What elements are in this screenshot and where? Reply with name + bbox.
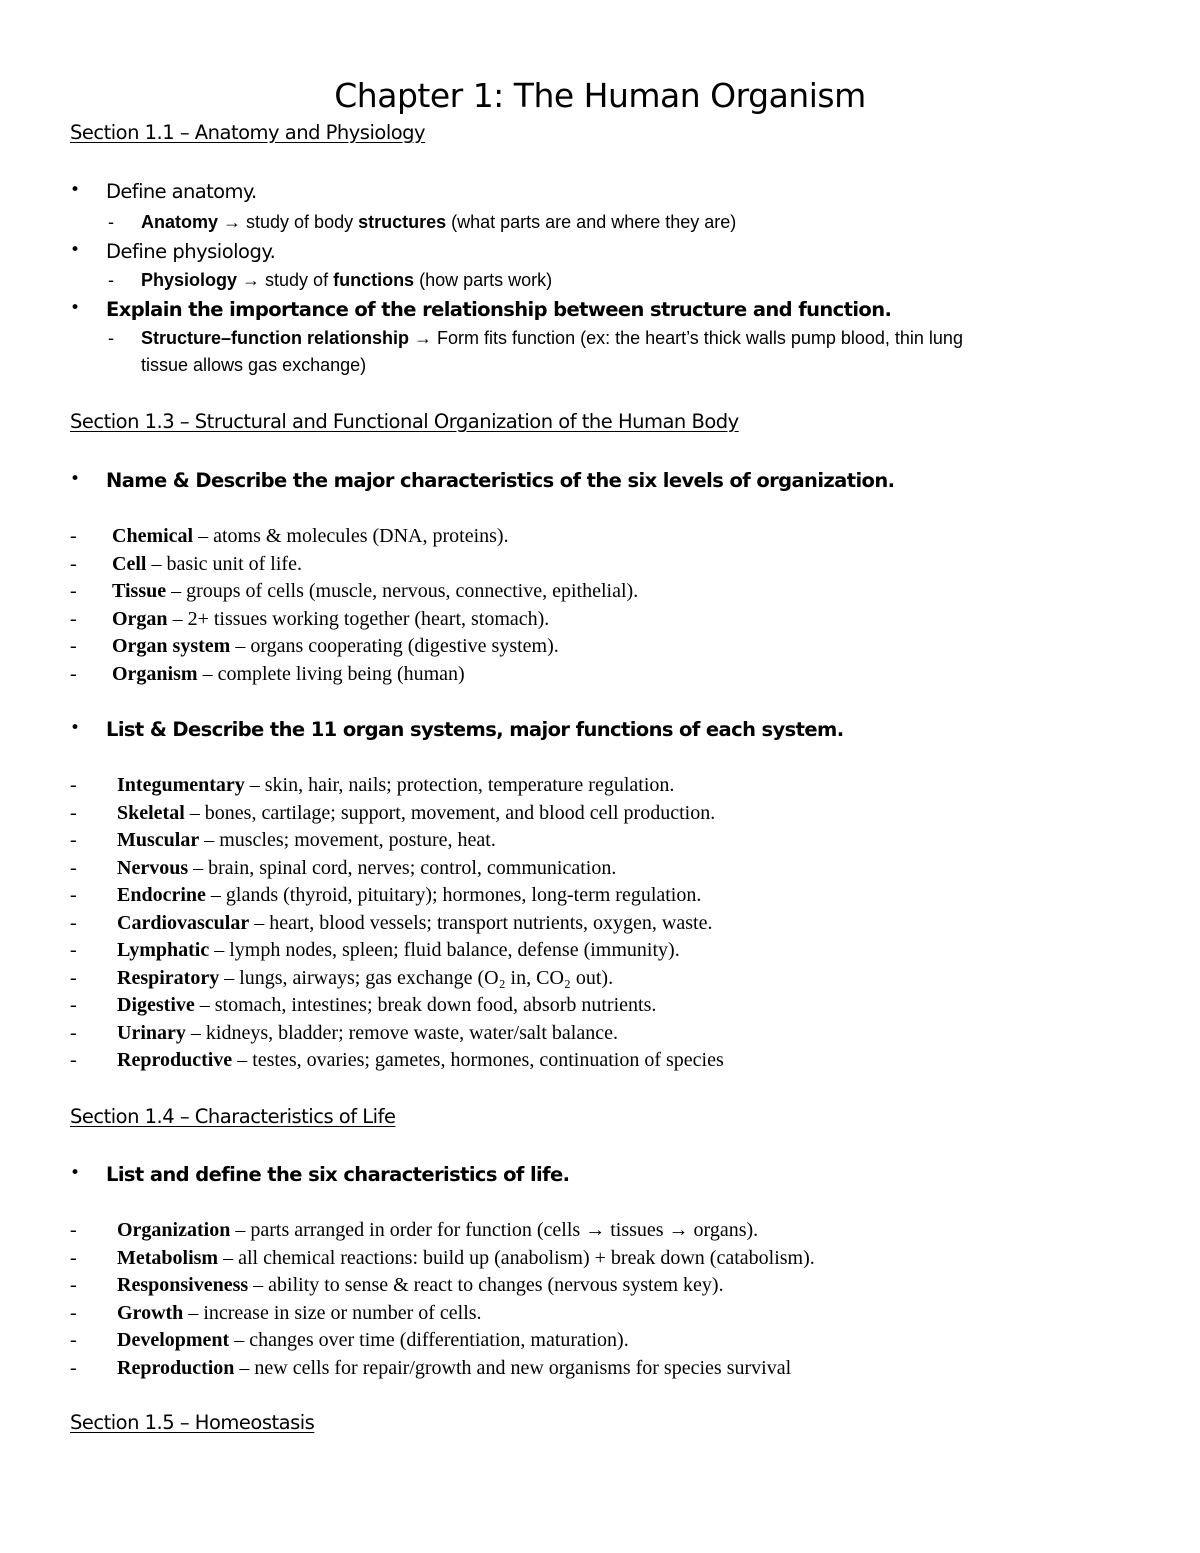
dash-marker: - bbox=[70, 884, 77, 906]
dash-marker: - bbox=[70, 1049, 77, 1071]
definition-term: Cell bbox=[112, 552, 147, 575]
definition-term: Organ system bbox=[112, 635, 231, 657]
definition-text bbox=[117, 912, 712, 935]
answer-term: Anatomy bbox=[141, 212, 219, 232]
answer-key-word: structures bbox=[358, 212, 447, 232]
definition-text bbox=[117, 1274, 724, 1297]
bullet-icon: • bbox=[70, 298, 80, 318]
definition-description: – ability to sense & react to changes (nervous system key). bbox=[248, 1274, 724, 1296]
definition-term: Development bbox=[117, 1329, 230, 1351]
dash-marker: - bbox=[70, 911, 77, 934]
definition-description: – increase in size or number of cells. bbox=[183, 1301, 482, 1324]
definition-text bbox=[112, 635, 559, 658]
section-heading-1-1: Section 1.1 – Anatomy and Physiology bbox=[70, 121, 426, 144]
dash-marker: - bbox=[70, 635, 77, 657]
dash-marker: - bbox=[70, 525, 77, 547]
dash-marker: - bbox=[70, 580, 77, 602]
definition-term: Nervous bbox=[117, 856, 189, 879]
definition-term: Responsiveness bbox=[117, 1274, 249, 1296]
dash-marker: - bbox=[70, 1219, 77, 1241]
definition-description: – stomach, intestines; break down food, absorb nutrients. bbox=[194, 994, 657, 1016]
definition-text bbox=[117, 994, 656, 1017]
definition-description: – glands (thyroid, pituitary); hormones, long-term regulation. bbox=[205, 884, 702, 906]
dash-marker: - bbox=[108, 328, 114, 348]
objective-text: Explain the importance of the relationship between structure and function. bbox=[106, 298, 892, 321]
answer-text bbox=[141, 328, 963, 349]
dash-marker: - bbox=[70, 801, 77, 824]
definition-description: – complete living being (human) bbox=[197, 662, 465, 685]
definition-term: Tissue bbox=[112, 580, 167, 602]
dash-marker: - bbox=[70, 774, 77, 796]
bullet-icon: • bbox=[70, 469, 80, 489]
definition-term: Organ bbox=[112, 607, 168, 630]
dash-marker: - bbox=[70, 1246, 77, 1269]
definition-text bbox=[117, 857, 616, 880]
definition-text bbox=[117, 1302, 482, 1325]
definition-term: Reproductive bbox=[117, 1049, 233, 1071]
bullet-icon: • bbox=[70, 718, 80, 738]
dash-marker: - bbox=[70, 1021, 77, 1044]
definition-text bbox=[112, 663, 465, 686]
definition-text bbox=[117, 1329, 629, 1352]
definition-text bbox=[117, 829, 496, 852]
answer-text bbox=[141, 270, 552, 291]
dash-marker: - bbox=[70, 829, 77, 851]
dash-marker: - bbox=[70, 662, 77, 685]
definition-term: Organism bbox=[112, 662, 198, 685]
definition-description: – skin, hair, nails; protection, temperature regulation. bbox=[244, 774, 675, 796]
bullet-icon: • bbox=[70, 1163, 80, 1183]
definition-description: – new cells for repair/growth and new organisms for species survival bbox=[234, 1356, 792, 1379]
definition-description: – brain, spinal cord, nerves; control, communication. bbox=[188, 856, 617, 879]
definition-description: – testes, ovaries; gametes, hormones, continuation of species bbox=[232, 1049, 724, 1071]
definition-description: – atoms & molecules (DNA, proteins). bbox=[193, 525, 509, 547]
dash-marker: - bbox=[108, 212, 114, 232]
definition-text bbox=[117, 802, 715, 825]
dash-marker: - bbox=[70, 939, 77, 961]
definition-description: – 2+ tissues working together (heart, stomach). bbox=[167, 607, 550, 630]
definition-term: Chemical bbox=[112, 525, 194, 547]
definition-description: – basic unit of life. bbox=[146, 552, 302, 575]
definition-term: Growth bbox=[117, 1301, 184, 1324]
definition-text bbox=[117, 967, 613, 990]
definition-term: Endocrine bbox=[117, 884, 206, 906]
definition-description: – lungs, airways; gas exchange (O₂ in, CO₂ out). bbox=[219, 966, 614, 989]
definition-term: Muscular bbox=[117, 829, 200, 851]
definition-text bbox=[112, 553, 302, 576]
dash-marker: - bbox=[70, 552, 77, 575]
dash-marker: - bbox=[70, 856, 77, 879]
definition-term: Lymphatic bbox=[117, 939, 210, 961]
definition-text bbox=[117, 1022, 618, 1045]
answer-text bbox=[141, 212, 736, 233]
objective-text: List and define the six characteristics of life. bbox=[106, 1163, 570, 1186]
definition-term: Organization bbox=[117, 1219, 231, 1241]
objective-text: Define physiology. bbox=[106, 240, 276, 263]
answer-term: Physiology bbox=[141, 270, 238, 290]
dash-marker: - bbox=[108, 270, 114, 290]
definition-text bbox=[117, 774, 674, 797]
definition-text bbox=[117, 1357, 791, 1380]
answer-continuation: tissue allows gas exchange) bbox=[141, 355, 367, 375]
dash-marker: - bbox=[70, 994, 77, 1016]
answer-term: Structure–function relationship bbox=[141, 328, 410, 348]
definition-text bbox=[117, 1049, 724, 1072]
definition-term: Urinary bbox=[117, 1021, 186, 1044]
definition-term: Metabolism bbox=[117, 1246, 219, 1269]
definition-description: – parts arranged in order for function (cells → tissues → organs). bbox=[230, 1219, 759, 1241]
definition-description: – all chemical reactions: build up (anabolism) + break down (catabolism). bbox=[218, 1246, 815, 1269]
definition-text bbox=[117, 1247, 815, 1270]
definition-text bbox=[117, 1219, 758, 1242]
objective-text: Name & Describe the major characteristics of the six levels of organization. bbox=[106, 469, 895, 492]
definition-text bbox=[117, 884, 701, 907]
definition-text bbox=[117, 939, 680, 962]
section-heading-1-4: Section 1.4 – Characteristics of Life bbox=[70, 1105, 396, 1128]
dash-marker: - bbox=[70, 966, 77, 989]
dash-marker: - bbox=[70, 1329, 77, 1351]
definition-description: – changes over time (differentiation, maturation). bbox=[229, 1329, 629, 1351]
definition-description: – muscles; movement, posture, heat. bbox=[199, 829, 496, 851]
answer-rest: (how parts work) bbox=[414, 270, 553, 290]
definition-text bbox=[112, 580, 638, 603]
objective-text: Define anatomy. bbox=[106, 180, 257, 203]
dash-marker: - bbox=[70, 607, 77, 630]
answer-connector: → study of bbox=[237, 270, 334, 290]
page-title: Chapter 1: The Human Organism bbox=[334, 76, 866, 115]
section-heading-1-3: Section 1.3 – Structural and Functional Organization of the Human Body bbox=[70, 410, 739, 433]
dash-marker: - bbox=[70, 1274, 77, 1296]
answer-rest: (what parts are and where they are) bbox=[446, 212, 737, 232]
definition-description: – lymph nodes, spleen; fluid balance, defense (immunity). bbox=[209, 939, 680, 961]
definition-text bbox=[112, 608, 549, 631]
bullet-icon: • bbox=[70, 240, 80, 260]
definition-description: – bones, cartilage; support, movement, and blood cell production. bbox=[184, 801, 716, 824]
answer-connector: → study of body bbox=[218, 212, 359, 232]
definition-description: – heart, blood vessels; transport nutrients, oxygen, waste. bbox=[249, 911, 713, 934]
definition-term: Digestive bbox=[117, 994, 195, 1016]
definition-term: Respiratory bbox=[117, 966, 220, 989]
definition-term: Skeletal bbox=[117, 801, 185, 824]
definition-description: – organs cooperating (digestive system). bbox=[230, 635, 559, 657]
definition-description: – groups of cells (muscle, nervous, connective, epithelial). bbox=[166, 580, 639, 602]
definition-description: – kidneys, bladder; remove waste, water/salt balance. bbox=[185, 1021, 618, 1044]
section-heading-1-5: Section 1.5 – Homeostasis bbox=[70, 1411, 315, 1434]
definition-text bbox=[112, 525, 509, 548]
answer-rest: → Form fits function (ex: the heart’s thick walls pump blood, thin lung bbox=[409, 328, 963, 348]
answer-key-word: functions bbox=[333, 270, 415, 290]
dash-marker: - bbox=[70, 1301, 77, 1324]
dash-marker: - bbox=[70, 1356, 77, 1379]
bullet-icon: • bbox=[70, 180, 80, 200]
definition-term: Reproduction bbox=[117, 1356, 235, 1379]
definition-term: Integumentary bbox=[117, 774, 245, 796]
objective-text: List & Describe the 11 organ systems, major functions of each system. bbox=[106, 718, 844, 741]
definition-term: Cardiovascular bbox=[117, 911, 250, 934]
